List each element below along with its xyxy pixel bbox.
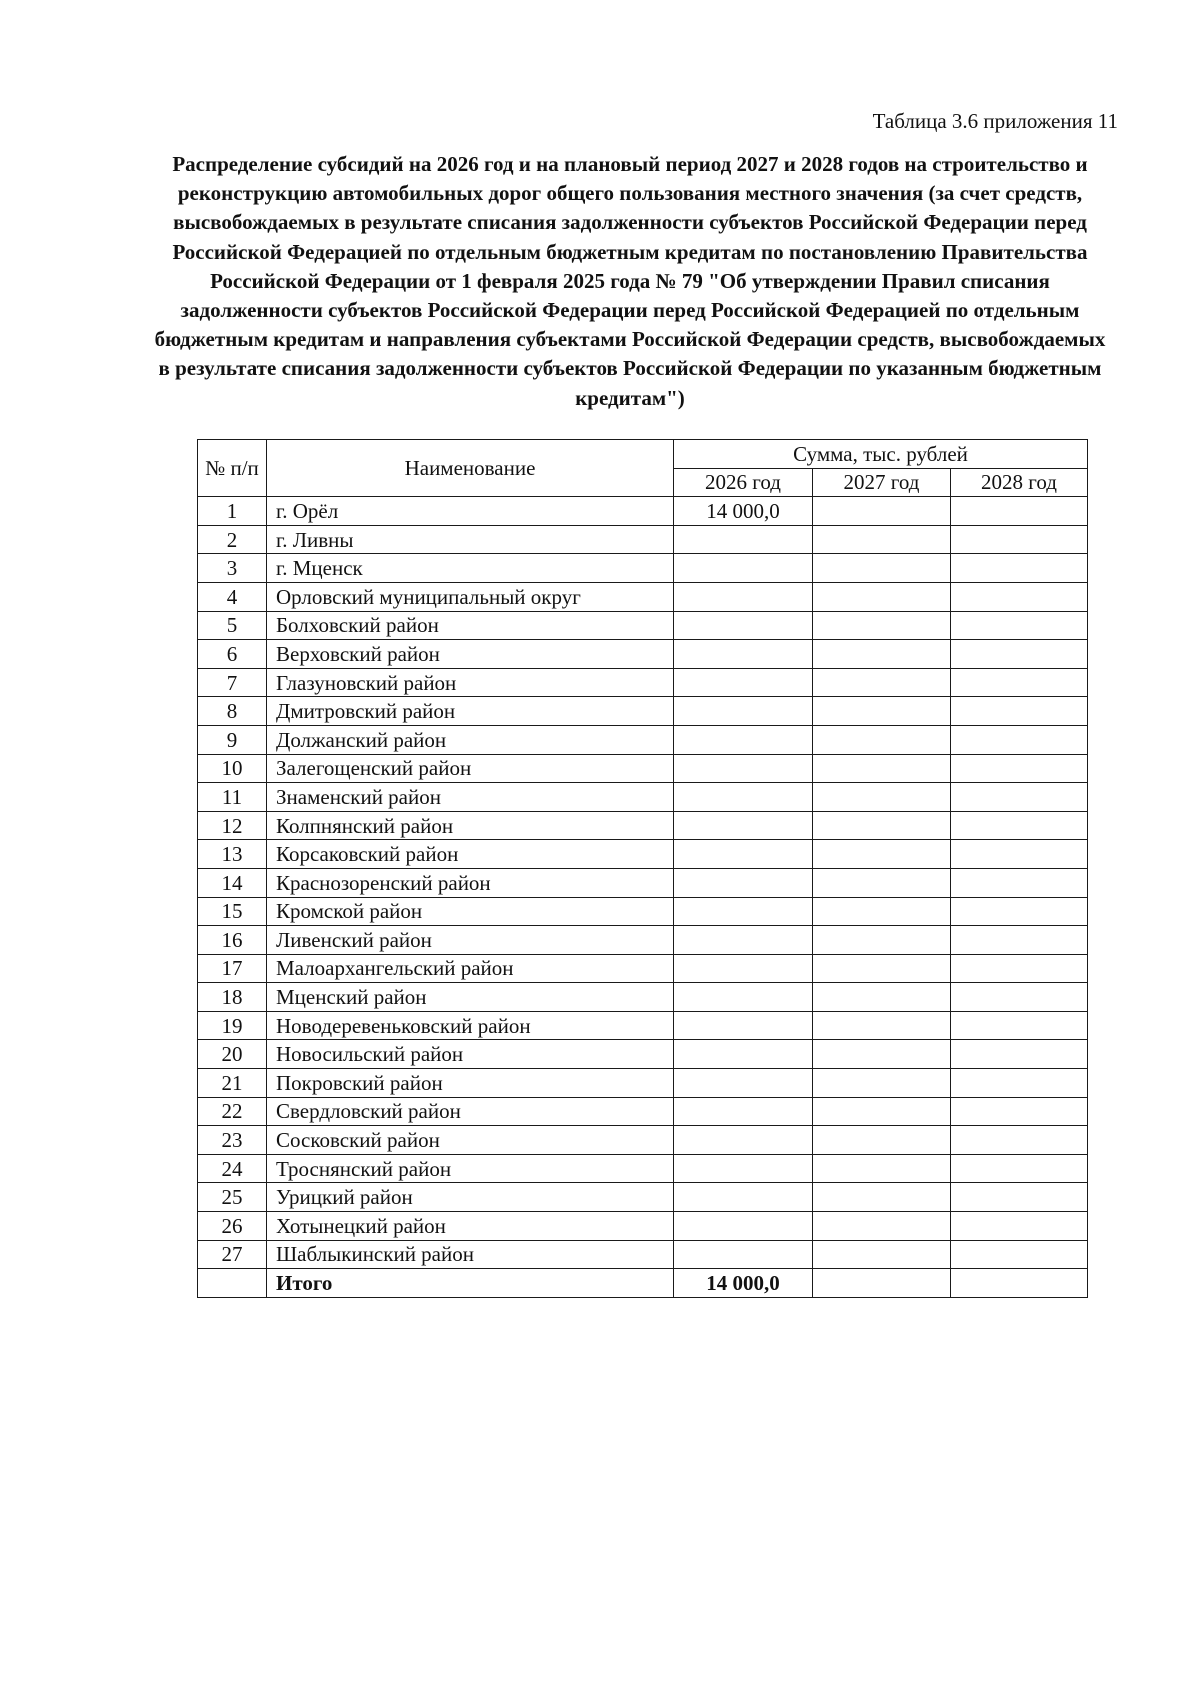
row-value-2028 <box>951 640 1088 669</box>
table-row <box>198 983 1088 1012</box>
row-value-2028 <box>951 1212 1088 1241</box>
row-value-2028 <box>951 868 1088 897</box>
row-value-2026: 14 000,0 <box>674 497 813 526</box>
total-value-2027 <box>813 1269 951 1298</box>
row-value-2026 <box>674 697 813 726</box>
row-value-2026 <box>674 1183 813 1212</box>
row-name: Верховский район <box>267 640 674 669</box>
row-value-2028 <box>951 611 1088 640</box>
row-value-2026 <box>674 1154 813 1183</box>
table-row <box>198 497 1088 526</box>
table-row <box>198 1154 1088 1183</box>
row-value-2026 <box>674 725 813 754</box>
row-value-2026 <box>674 611 813 640</box>
row-value-2026 <box>674 554 813 583</box>
table-header <box>198 440 1088 497</box>
table-row <box>198 954 1088 983</box>
row-value-2028 <box>951 783 1088 812</box>
row-name: г. Мценск <box>267 554 674 583</box>
row-value-2026 <box>674 868 813 897</box>
row-number: 12 <box>198 811 267 840</box>
table-row <box>198 1212 1088 1241</box>
row-value-2027 <box>813 1011 951 1040</box>
row-value-2028 <box>951 554 1088 583</box>
row-name: Шаблыкинский район <box>267 1240 674 1269</box>
row-value-2027 <box>813 1183 951 1212</box>
table-row <box>198 1126 1088 1155</box>
row-value-2028 <box>951 926 1088 955</box>
row-name: Свердловский район <box>267 1097 674 1126</box>
row-value-2027 <box>813 897 951 926</box>
table-row <box>198 783 1088 812</box>
row-value-2028 <box>951 1183 1088 1212</box>
row-name: Новодеревеньковский район <box>267 1011 674 1040</box>
row-name: Корсаковский район <box>267 840 674 869</box>
row-number: 26 <box>198 1212 267 1241</box>
row-name: Хотынецкий район <box>267 1212 674 1241</box>
row-value-2026 <box>674 668 813 697</box>
table-row <box>198 1183 1088 1212</box>
row-number: 20 <box>198 1040 267 1069</box>
row-value-2027 <box>813 811 951 840</box>
row-value-2026 <box>674 954 813 983</box>
total-name: Итого <box>267 1269 674 1298</box>
row-number: 13 <box>198 840 267 869</box>
subsidy-table <box>197 439 1088 1298</box>
row-value-2027 <box>813 525 951 554</box>
table-row <box>198 1240 1088 1269</box>
header-num: № п/п <box>198 440 267 497</box>
row-number: 11 <box>198 783 267 812</box>
row-value-2026 <box>674 640 813 669</box>
row-number: 27 <box>198 1240 267 1269</box>
row-number: 6 <box>198 640 267 669</box>
row-name: Должанский район <box>267 725 674 754</box>
row-value-2028 <box>951 811 1088 840</box>
table-row <box>198 611 1088 640</box>
row-number: 3 <box>198 554 267 583</box>
row-value-2028 <box>951 668 1088 697</box>
row-value-2027 <box>813 1097 951 1126</box>
row-value-2027 <box>813 1069 951 1098</box>
row-name: г. Ливны <box>267 525 674 554</box>
row-name: Дмитровский район <box>267 697 674 726</box>
row-number: 19 <box>198 1011 267 1040</box>
table-row <box>198 926 1088 955</box>
table-row <box>198 1097 1088 1126</box>
row-value-2028 <box>951 1154 1088 1183</box>
table-row <box>198 1069 1088 1098</box>
row-value-2027 <box>813 868 951 897</box>
row-value-2026 <box>674 897 813 926</box>
row-name: Орловский муниципальный округ <box>267 582 674 611</box>
row-value-2027 <box>813 497 951 526</box>
row-name: Урицкий район <box>267 1183 674 1212</box>
header-year-2026: 2026 год <box>674 468 813 497</box>
row-number: 5 <box>198 611 267 640</box>
row-value-2026 <box>674 1240 813 1269</box>
row-name: Ливенский район <box>267 926 674 955</box>
row-value-2026 <box>674 1011 813 1040</box>
row-value-2028 <box>951 525 1088 554</box>
row-value-2027 <box>813 611 951 640</box>
total-value-2028 <box>951 1269 1088 1298</box>
table-caption: Таблица 3.6 приложения 11 <box>872 109 1118 133</box>
header-name: Наименование <box>267 440 674 497</box>
row-value-2026 <box>674 983 813 1012</box>
row-value-2028 <box>951 1011 1088 1040</box>
row-name: Болховский район <box>267 611 674 640</box>
row-value-2027 <box>813 725 951 754</box>
row-number: 21 <box>198 1069 267 1098</box>
row-value-2028 <box>951 697 1088 726</box>
row-value-2027 <box>813 1240 951 1269</box>
header-year-2027: 2027 год <box>813 468 951 497</box>
row-value-2028 <box>951 725 1088 754</box>
table-row <box>198 1011 1088 1040</box>
row-value-2027 <box>813 983 951 1012</box>
row-value-2028 <box>951 497 1088 526</box>
row-name: Кромской район <box>267 897 674 926</box>
table-body <box>198 497 1088 1298</box>
total-value-2026: 14 000,0 <box>674 1269 813 1298</box>
row-value-2027 <box>813 1154 951 1183</box>
table-row <box>198 668 1088 697</box>
table-row <box>198 725 1088 754</box>
table-row <box>198 640 1088 669</box>
header-sum: Сумма, тыс. рублей <box>674 440 1088 469</box>
row-value-2026 <box>674 1126 813 1155</box>
row-value-2027 <box>813 754 951 783</box>
row-value-2028 <box>951 582 1088 611</box>
row-name: Глазуновский район <box>267 668 674 697</box>
row-number: 17 <box>198 954 267 983</box>
row-number: 4 <box>198 582 267 611</box>
row-value-2027 <box>813 640 951 669</box>
table-row <box>198 754 1088 783</box>
table-row <box>198 697 1088 726</box>
row-value-2026 <box>674 1069 813 1098</box>
row-value-2028 <box>951 983 1088 1012</box>
row-value-2028 <box>951 1240 1088 1269</box>
table-row <box>198 582 1088 611</box>
row-value-2027 <box>813 1212 951 1241</box>
row-value-2027 <box>813 582 951 611</box>
header-year-2028: 2028 год <box>951 468 1088 497</box>
row-number: 14 <box>198 868 267 897</box>
row-name: Колпнянский район <box>267 811 674 840</box>
row-name: Сосковский район <box>267 1126 674 1155</box>
row-value-2026 <box>674 1097 813 1126</box>
row-name: Новосильский район <box>267 1040 674 1069</box>
row-number: 18 <box>198 983 267 1012</box>
row-value-2026 <box>674 840 813 869</box>
row-name: Покровский район <box>267 1069 674 1098</box>
total-number <box>198 1269 267 1298</box>
row-number: 10 <box>198 754 267 783</box>
row-value-2028 <box>951 1097 1088 1126</box>
row-number: 23 <box>198 1126 267 1155</box>
row-name: Знаменский район <box>267 783 674 812</box>
row-value-2028 <box>951 1126 1088 1155</box>
row-number: 24 <box>198 1154 267 1183</box>
row-value-2027 <box>813 1040 951 1069</box>
row-value-2027 <box>813 668 951 697</box>
row-number: 7 <box>198 668 267 697</box>
row-number: 25 <box>198 1183 267 1212</box>
row-value-2026 <box>674 783 813 812</box>
row-value-2027 <box>813 840 951 869</box>
row-number: 15 <box>198 897 267 926</box>
row-name: г. Орёл <box>267 497 674 526</box>
row-value-2028 <box>951 1069 1088 1098</box>
row-value-2026 <box>674 754 813 783</box>
row-value-2026 <box>674 1212 813 1241</box>
row-value-2028 <box>951 840 1088 869</box>
document-title: Распределение субсидий на 2026 год и на плановый период 2027 и 2028 годов на строительство и реконструкцию автомобильных дорог общего пользования местного значения (за счет средств, высвобождаемых в результате списания задолженности субъектов Российской Федерации перед Российской Федерацией по отдельным бюджетным кредитам по постановлению Правительства Российской Федерации от 1 февраля 2025 года № 79 "Об утверждении Правил списания задолженности субъектов Российской Федерации перед Российской Федерацией по отдельным бюджетным кредитам и направления субъектами Российской Федерации средств, высвобождаемых в результате списания задолженности субъектов Российской Федерации по указанным бюджетным кредитам") <box>154 152 1106 410</box>
row-value-2026 <box>674 1040 813 1069</box>
row-value-2026 <box>674 811 813 840</box>
row-number: 8 <box>198 697 267 726</box>
row-number: 22 <box>198 1097 267 1126</box>
row-number: 9 <box>198 725 267 754</box>
row-name: Мценский район <box>267 983 674 1012</box>
row-value-2027 <box>813 697 951 726</box>
row-value-2027 <box>813 554 951 583</box>
row-value-2028 <box>951 954 1088 983</box>
table-row <box>198 868 1088 897</box>
row-value-2026 <box>674 582 813 611</box>
table-row <box>198 811 1088 840</box>
table-row <box>198 897 1088 926</box>
row-value-2026 <box>674 525 813 554</box>
row-number: 1 <box>198 497 267 526</box>
total-row <box>198 1269 1088 1298</box>
row-value-2027 <box>813 926 951 955</box>
row-name: Троснянский район <box>267 1154 674 1183</box>
row-name: Малоархангельский район <box>267 954 674 983</box>
row-value-2027 <box>813 783 951 812</box>
table-row <box>198 840 1088 869</box>
row-value-2027 <box>813 954 951 983</box>
row-name: Краснозоренский район <box>267 868 674 897</box>
row-value-2027 <box>813 1126 951 1155</box>
row-value-2028 <box>951 897 1088 926</box>
row-number: 16 <box>198 926 267 955</box>
row-value-2028 <box>951 1040 1088 1069</box>
row-value-2028 <box>951 754 1088 783</box>
table-row <box>198 1040 1088 1069</box>
table-row <box>198 554 1088 583</box>
row-number: 2 <box>198 525 267 554</box>
table-row <box>198 525 1088 554</box>
row-name: Залегощенский район <box>267 754 674 783</box>
row-value-2026 <box>674 926 813 955</box>
